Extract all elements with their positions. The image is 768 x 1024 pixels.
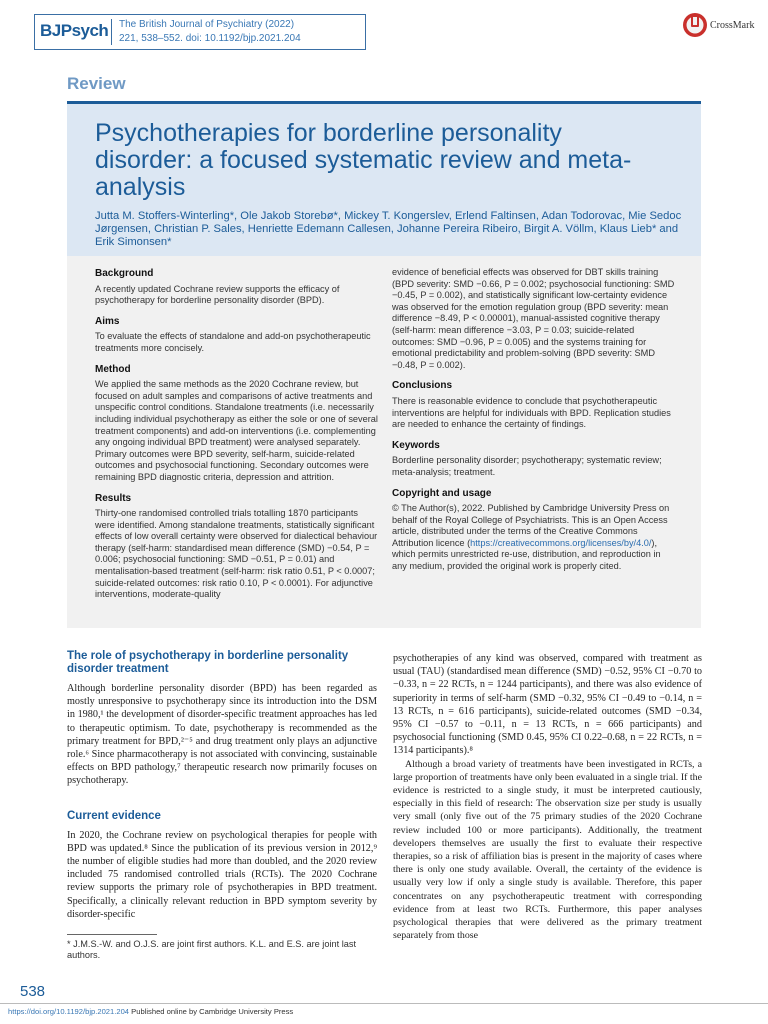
footer-doi-link[interactable]: https://doi.org/10.1192/bjp.2021.204 [8, 1007, 130, 1016]
footnote-divider [67, 934, 157, 935]
abstract-results-continued: evidence of beneficial effects was observed for DBT skills training (BPD severity: SMD −0.66, P = 0.002; psychosocial functioning: SMD −0.45, P = 0.002), and statistically significant low-certainty evidence was observed for the emotion regulation group (BPD severity: mean difference −8.49, P < 0.00001), manual-assisted cognitive therapy (self-harm: mean difference −3.03, P = 0.03; suicide-related outcomes: SMD −0.96, P = 0.005) and the systems training for emotional predictability and problem-solving (BPD severity: SMD −0.48, P = 0.002). [392, 267, 675, 370]
abstract-heading-method: Method [95, 363, 131, 375]
body-right-column [393, 652, 702, 942]
abstract-results: Thirty-one randomised controlled trials totalling 1870 participants were identified. Among standalone treatments, statistically significant effects of low overall certainty were observed for dialectical behaviour therapy (self-harm: standardised mean difference (SMD) −0.54, P = 0.006; psychosocial functioning: SMD −0.51, P = 0.01) and mentalisation-based treatment (self-harm: risk ratio 0.51, P < 0.0007; suicide-related outcomes: risk ratio 0.10, P < 0.0001). For adjunctive interventions, moderate-quality [95, 508, 378, 600]
crossmark-label: CrossMark [710, 19, 755, 31]
crossmark-icon [682, 12, 708, 38]
abstract-copyright [392, 503, 676, 573]
body-paragraph-3: psychotherapies of any kind was observed, compared with treatment as usual (TAU) (standardised mean difference (SMD) −0.52, 95% CI −0.70 to −0.33, n = 22 RCTs, n = 1244 participants), and there was also evidence of superiority in terms of self-harm (SMD −0.32, 95% CI −0.49 to −0.14, n = 13 RCTs, n = 616 participants), suicide-related outcomes (SMD −0.34, 95% CI −0.57 to −0.11, n = 13 RCTs, n = 666 participants) and psychosocial functioning (SMD 0.45, 95% CI 0.22–0.68, n = 22 RCTs, n = 1314 participants).⁸ [393, 653, 702, 757]
body-paragraph-2: In 2020, the Cochrane review on psychological therapies for people with BPD was updated.⁸ Since the publication of its previous version in 2012,⁹ the number of eligible studies had more than doubled, and the 2020 review included 75 randomised controlled trials (RCTs). The 2020 Cochrane review supports the primary role of psychotherapies in BPD treatment. Specifically, a clinically relevant reduction in BPD symptom severity by disorder-specific [67, 829, 377, 920]
section-heading-role: The role of psychotherapy in borderline personality disorder treatment [67, 650, 349, 675]
copyright-text-pre: © The Author(s), 2022. Published by Cambridge University Press on behalf of the Royal College of Psychiatrists. This is an Open Access article, distributed under the terms of the Creative Commons Attribution licence ( [392, 503, 670, 548]
abstract-heading-background: Background [95, 268, 154, 279]
journal-logo: BJPsych [40, 21, 109, 40]
abstract-heading-results: Results [95, 492, 132, 504]
copyright-text-post: ), which permits unrestricted re-use, distribution, and reproduction in any medium, provided the original work is properly cited. [392, 537, 661, 572]
journal-header [34, 14, 366, 50]
crossmark-badge[interactable] [682, 12, 754, 38]
header-divider [111, 19, 112, 45]
abstract-aims: To evaluate the effects of standalone and add-on psychotherapeutic treatments more concisely. [95, 331, 371, 353]
journal-name: The British Journal of Psychiatry (2022) [119, 19, 295, 30]
body-paragraph-1: Although borderline personality disorder (BPD) has been regarded as mostly unresponsive to psychotherapy since its introduction into the DSM in 1980,¹ the development of disorder-specific treatment approaches has led to therapeutic optimism. To date, psychotherapy is recommended as the primary treatment for BPD,²⁻⁵ and drug treatment only plays an adjunctive role.⁶ Since pharmacotherapy is not associated with convincing, sustainable effects on BPD pathology,⁷ therapeutic research now primarily focuses on psychotherapy. [67, 683, 377, 787]
abstract-heading-aims: Aims [95, 315, 120, 327]
title-box [67, 101, 701, 259]
footer-divider [0, 1003, 768, 1004]
page-number: 538 [20, 983, 46, 1000]
abstract-keywords: Borderline personality disorder; psychotherapy; systematic review; meta-analysis; treatment. [392, 455, 662, 477]
abstract-box [67, 256, 701, 628]
article-authors: Jutta M. Stoffers-Winterling*, Ole Jakob Storebø*, Mickey T. Kongerslev, Erlend Faltinsen, Adan Todorovac, Mie Sedoc Jørgensen, Christian P. Sales, Henriette Edemann Callesen, Johanne Pereira Ribeiro, Birgit A. Völlm, Klaus Lieb* and Erik Simonsen* [95, 210, 682, 249]
abstract-method: We applied the same methods as the 2020 Cochrane review, but focused on adult samples and comparisons of active treatments and unspecific control conditions. Standalone treatments (i.e. necessarily including individual psychotherapy as either the sole or one of several treatment components) and add-on interventions (i.e. complementing any ongoing individual BPD treatment) were analysed separately. Primary outcomes were BPD severity, self-harm, suicide-related outcomes and psychosocial functioning. Secondary outcomes were remaining BPD diagnostic criteria, depression and attrition. [95, 379, 378, 482]
section-label: Review [67, 74, 126, 93]
license-link[interactable]: https://creativecommons.org/licenses/by/4.0/ [470, 537, 652, 548]
abstract-heading-copyright: Copyright and usage [392, 487, 492, 499]
author-footnote: * J.M.S.-W. and O.J.S. are joint first authors. K.L. and E.S. are joint last authors. [67, 939, 357, 960]
article-title: Psychotherapies for borderline personality disorder: a focused systematic review and meta-analysis [95, 119, 632, 201]
abstract-conclusions: There is reasonable evidence to conclude that psychotherapeutic interventions are helpful for individuals with BPD. Replication studies are needed to enhance the certainty of findings. [392, 395, 671, 430]
journal-citation: 221, 538–552. doi: 10.1192/bjp.2021.204 [119, 33, 301, 44]
abstract-left-column [95, 266, 379, 610]
page-footer [8, 1007, 293, 1016]
journal-info [119, 18, 301, 46]
body-left-column [67, 650, 377, 921]
abstract-heading-conclusions: Conclusions [392, 380, 453, 392]
abstract-right-column [392, 267, 676, 582]
abstract-background: A recently updated Cochrane review supports the efficacy of psychotherapy for borderline personality disorder (BPD). [95, 283, 340, 306]
footer-published: Published online by Cambridge University Press [129, 1007, 294, 1016]
abstract-heading-keywords: Keywords [392, 439, 440, 451]
body-paragraph-4: Although a broad variety of treatments have been investigated in RCTs, a large proportion of treatments have only been evaluated in a single trial. If the evidence is restricted to a single study, it must be interpreted cautiously, especially in this field of research: The observation size per study is usually very small (only five out of the 75 primary studies of the 2020 Cochrane review included 100 or more participants). Additionally, the treatment developers themselves are usually the first to evaluate their respective therapies, so a risk of affiliation bias is present in the majority of cases where there is only one study available. Overall, the certainty of the evidence is usually very low if only a single study is available. Therefore, this paper concentrates on any psychotherapeutic treatment with corresponding evidence from at least two RCTs. Furthermore, this paper analyses psychological therapies that were delivered as the primary treatment separately from those [393, 758, 702, 942]
section-heading-current-evidence: Current evidence [67, 809, 161, 822]
